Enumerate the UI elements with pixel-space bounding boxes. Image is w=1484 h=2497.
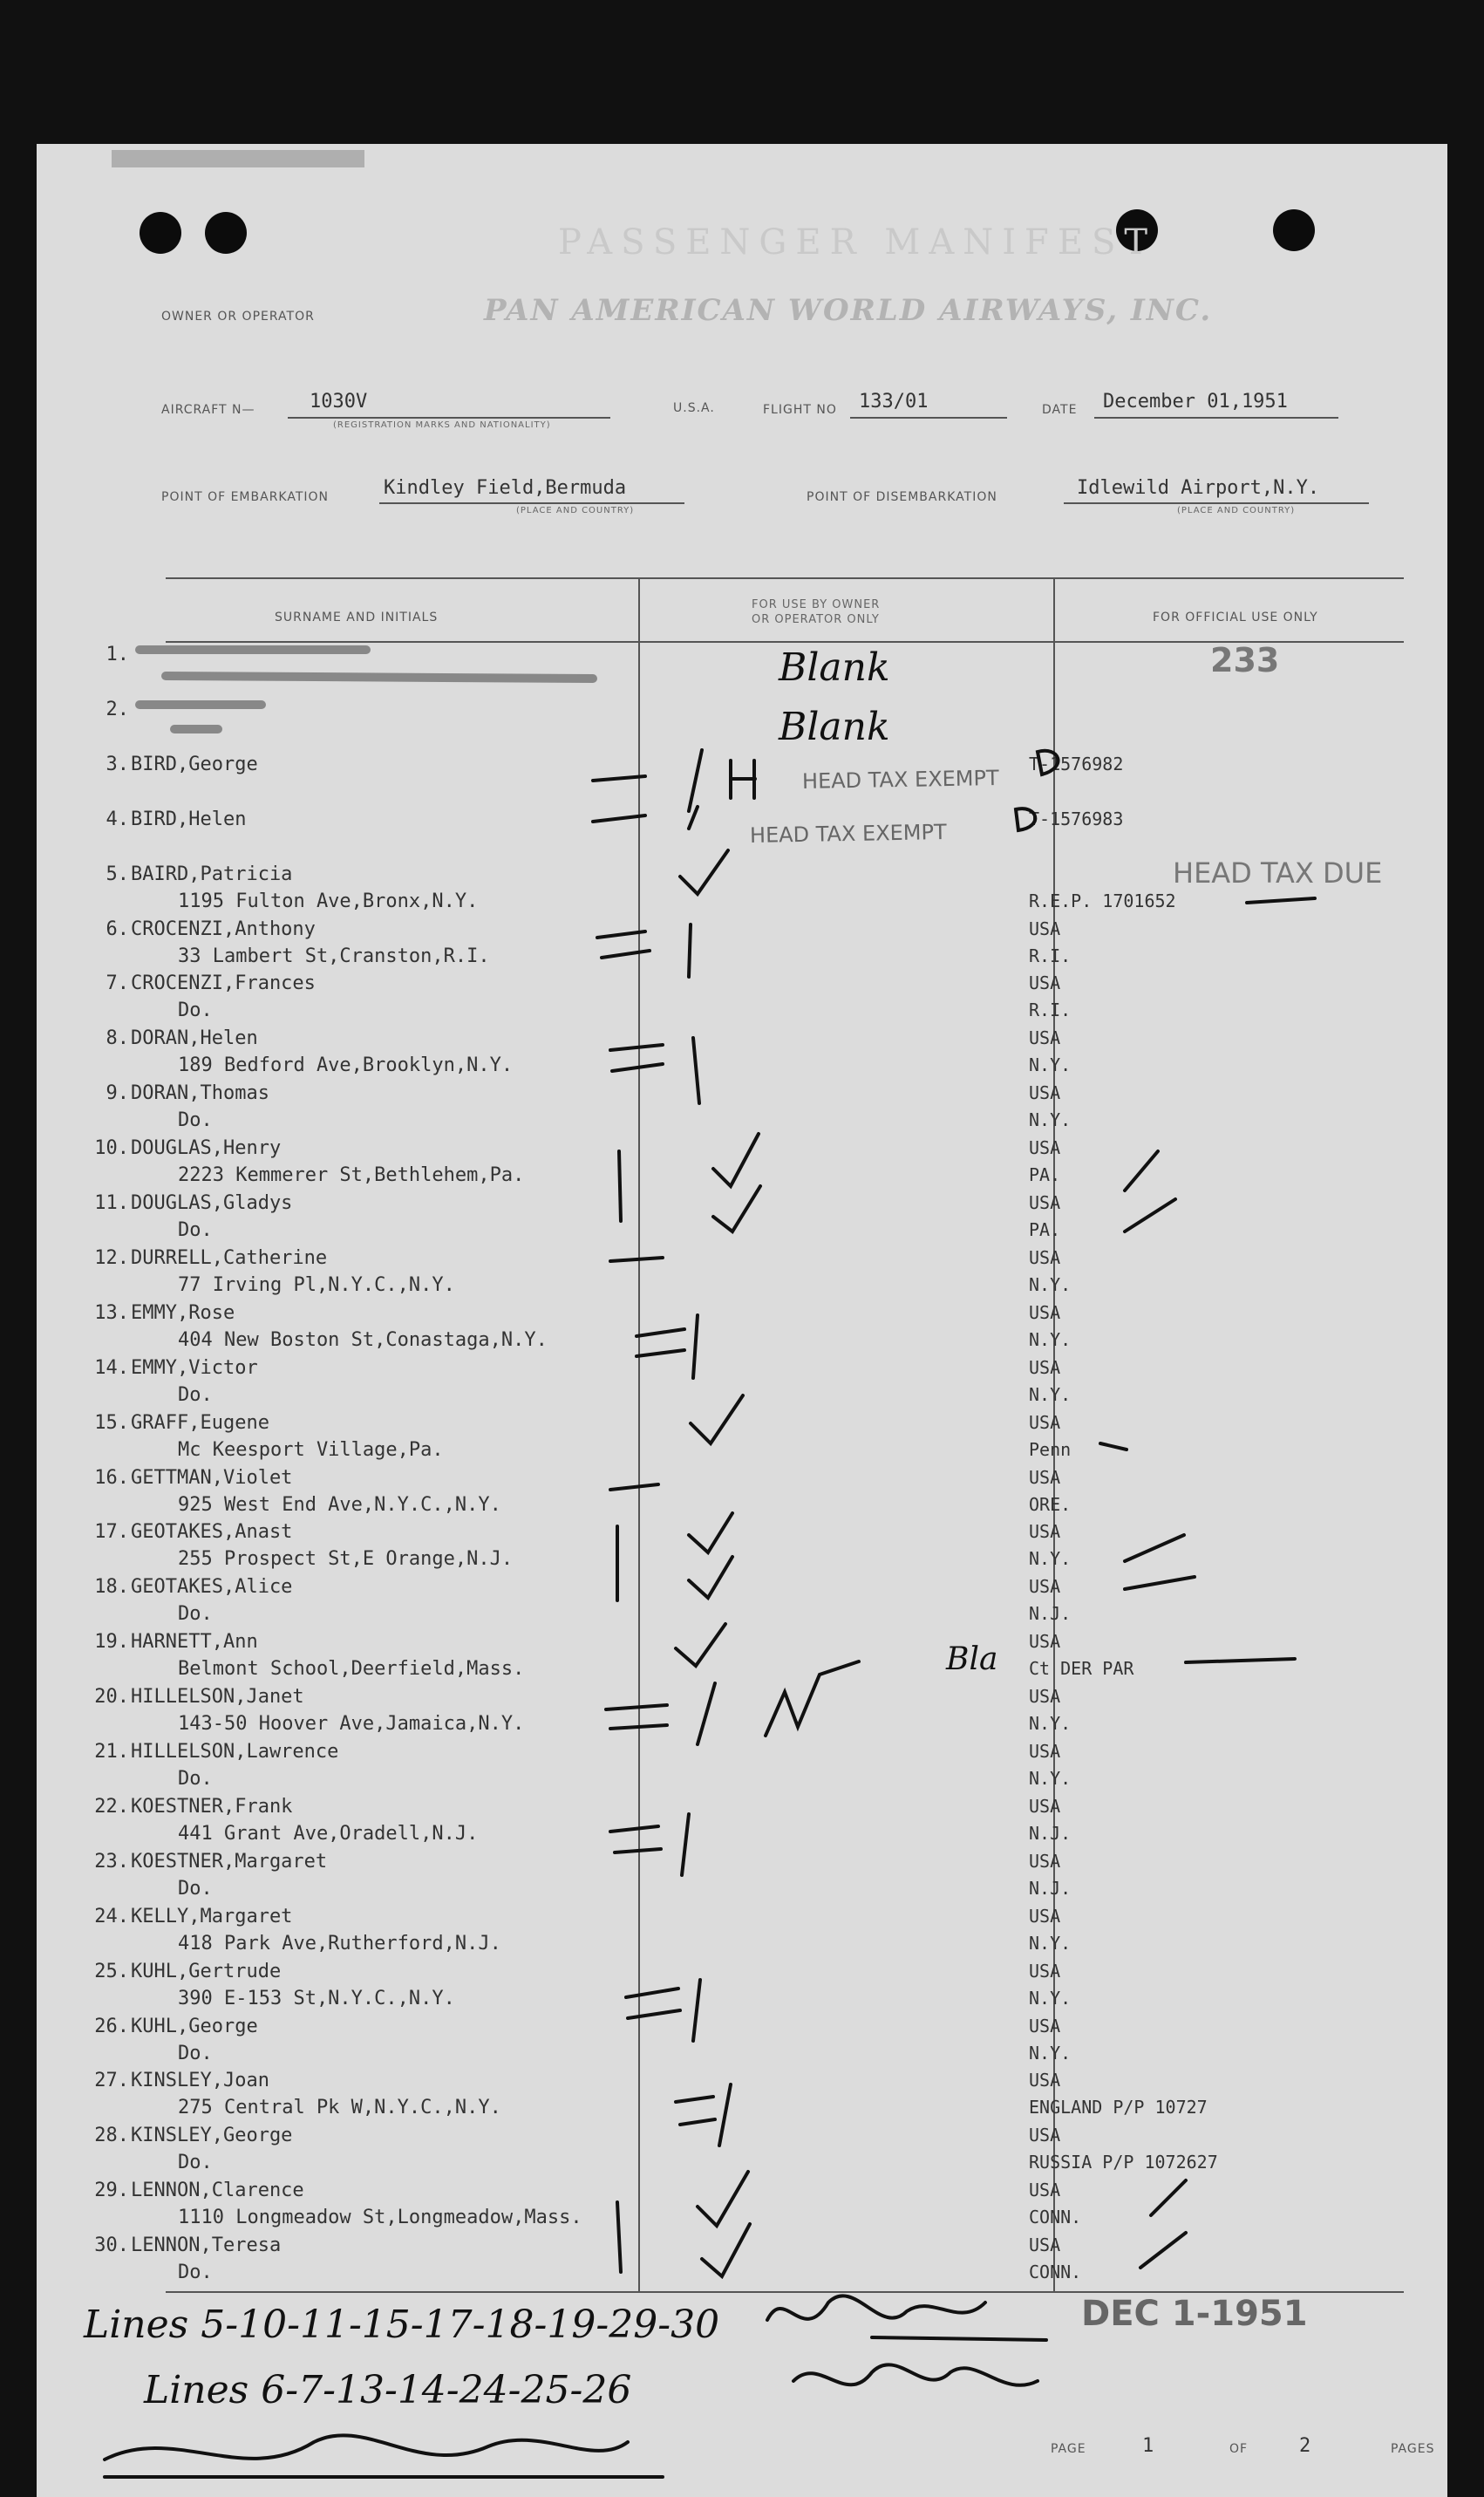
aircraft-label: AIRCRAFT N— bbox=[161, 403, 255, 417]
usa-label: U.S.A. bbox=[673, 401, 715, 415]
passenger-residence: RUSSIA P/P 1072627 bbox=[1029, 2152, 1218, 2173]
passenger-address: Do. bbox=[178, 999, 213, 1022]
passenger-name: GETTMAN,Violet bbox=[131, 1466, 293, 1489]
passenger-name: DORAN,Helen bbox=[131, 1027, 258, 1050]
passenger-address: Do. bbox=[178, 1877, 213, 1900]
row-number: 2. bbox=[106, 698, 129, 720]
passenger-address: 275 Central Pk W,N.Y.C.,N.Y. bbox=[178, 2097, 501, 2119]
passenger-nationality: T-1576982 bbox=[1029, 753, 1124, 774]
passenger-residence: PA. bbox=[1029, 1219, 1061, 1240]
passenger-nationality: USA bbox=[1029, 1631, 1061, 1653]
passenger-residence: N.Y. bbox=[1029, 1932, 1072, 1954]
passenger-nationality: USA bbox=[1029, 918, 1061, 939]
passenger-name: GEOTAKES,Alice bbox=[131, 1576, 293, 1599]
date-value: December 01,1951 bbox=[1103, 391, 1288, 413]
row-number: 21. bbox=[94, 1741, 129, 1763]
passenger-address: Do. bbox=[178, 2262, 213, 2284]
passenger-name: LENNON,Teresa bbox=[131, 2234, 282, 2257]
aircraft-sublabel: (REGISTRATION MARKS AND NATIONALITY) bbox=[333, 420, 551, 430]
tick-row-16 bbox=[610, 1484, 658, 1490]
passenger-nationality: USA bbox=[1029, 1356, 1061, 1378]
passenger-nationality: USA bbox=[1029, 2125, 1061, 2146]
passenger-residence: N.Y. bbox=[1029, 1328, 1072, 1350]
passenger-name: DORAN,Thomas bbox=[131, 1082, 269, 1105]
passenger-residence: CONN. bbox=[1029, 2262, 1082, 2283]
passenger-nationality: USA bbox=[1029, 1246, 1061, 1268]
official-tick-5 bbox=[1247, 898, 1315, 903]
passenger-residence: N.Y. bbox=[1029, 1768, 1072, 1789]
row-number: 4. bbox=[106, 808, 129, 830]
passenger-address: Do. bbox=[178, 2042, 213, 2064]
passenger-residence: N.Y. bbox=[1029, 1273, 1072, 1295]
passenger-nationality: USA bbox=[1029, 2234, 1061, 2256]
tick-row-12 bbox=[610, 1258, 663, 1261]
tick-row-22-23 bbox=[610, 1814, 689, 1875]
passenger-residence: R.I. bbox=[1029, 999, 1072, 1021]
row-number: 30. bbox=[94, 2234, 129, 2257]
tick-row-15 bbox=[691, 1395, 743, 1443]
disembark-sublabel: (PLACE AND COUNTRY) bbox=[1177, 506, 1296, 515]
official-count: 233 bbox=[1210, 641, 1280, 679]
passenger-residence: R.E.P. 1701652 bbox=[1029, 890, 1176, 911]
passenger-name: KOESTNER,Frank bbox=[131, 1795, 293, 1818]
passenger-name: DURRELL,Catherine bbox=[131, 1246, 328, 1269]
passenger-nationality: USA bbox=[1029, 1960, 1061, 1982]
row-number: 22. bbox=[94, 1795, 129, 1818]
official-tick-29-30 bbox=[1140, 2180, 1186, 2268]
passenger-nationality: USA bbox=[1029, 1137, 1061, 1159]
row-number: 24. bbox=[94, 1905, 129, 1927]
date-label: DATE bbox=[1042, 403, 1078, 417]
row-number: 13. bbox=[94, 1301, 129, 1324]
row-number: 19. bbox=[94, 1631, 129, 1654]
passenger-address: 77 Irving Pl,N.Y.C.,N.Y. bbox=[178, 1273, 455, 1296]
col2-header-line2: OR OPERATOR ONLY bbox=[752, 613, 880, 626]
passenger-nationality: USA bbox=[1029, 1850, 1061, 1872]
passenger-address: 2223 Kemmerer St,Bethlehem,Pa. bbox=[178, 1164, 525, 1187]
passenger-nationality: USA bbox=[1029, 1466, 1061, 1488]
passenger-address: Do. bbox=[178, 1109, 213, 1132]
tick-row-27-28 bbox=[676, 2084, 731, 2146]
passenger-nationality: USA bbox=[1029, 1082, 1061, 1104]
passenger-name: HILLELSON,Lawrence bbox=[131, 1741, 339, 1763]
of-label: OF bbox=[1229, 2442, 1249, 2456]
passenger-address: 441 Grant Ave,Oradell,N.J. bbox=[178, 1822, 479, 1845]
passenger-name: GEOTAKES,Anast bbox=[131, 1521, 293, 1544]
passenger-nationality: USA bbox=[1029, 1686, 1061, 1708]
official-tick-17-18 bbox=[1125, 1535, 1195, 1589]
passenger-address: 418 Park Ave,Rutherford,N.J. bbox=[178, 1932, 501, 1955]
passenger-nationality: USA bbox=[1029, 1576, 1061, 1598]
passenger-nationality: USA bbox=[1029, 1795, 1061, 1817]
row-number: 1. bbox=[106, 644, 129, 665]
passenger-name: GRAFF,Eugene bbox=[131, 1411, 269, 1434]
passenger-nationality: T-1576983 bbox=[1029, 808, 1124, 829]
row-number: 15. bbox=[94, 1411, 129, 1434]
passenger-address: 33 Lambert St,Cranston,R.I. bbox=[178, 945, 490, 967]
passenger-nationality: USA bbox=[1029, 2015, 1061, 2036]
passenger-residence: Penn bbox=[1029, 1438, 1072, 1460]
row-number: 3. bbox=[106, 753, 129, 775]
passenger-address: 390 E-153 St,N.Y.C.,N.Y. bbox=[178, 1987, 455, 2009]
of-number: 2 bbox=[1299, 2435, 1311, 2457]
flight-label: FLIGHT NO bbox=[763, 403, 837, 417]
passenger-residence: Ct DER PAR bbox=[1029, 1658, 1134, 1680]
passenger-address: 404 New Boston St,Conastaga,N.Y. bbox=[178, 1328, 548, 1351]
passenger-residence: N.J. bbox=[1029, 1603, 1072, 1625]
passenger-name: EMMY,Rose bbox=[131, 1301, 235, 1324]
row-number: 29. bbox=[94, 2180, 129, 2202]
passenger-name: LENNON,Clarence bbox=[131, 2180, 304, 2202]
passenger-residence: N.J. bbox=[1029, 1822, 1072, 1844]
passenger-residence: N.Y. bbox=[1029, 1987, 1072, 2009]
passenger-address: 1110 Longmeadow St,Longmeadow,Mass. bbox=[178, 2207, 582, 2229]
tick-row-10-11 bbox=[619, 1134, 760, 1231]
owner-label: OWNER OR OPERATOR bbox=[161, 310, 315, 324]
flight-value: 133/01 bbox=[859, 391, 929, 413]
passenger-nationality: USA bbox=[1029, 1741, 1061, 1762]
row-number: 16. bbox=[94, 1466, 129, 1489]
passenger-address: 255 Prospect St,E Orange,N.J. bbox=[178, 1548, 514, 1571]
tick-row-3 bbox=[593, 750, 755, 811]
passenger-address: Do. bbox=[178, 1768, 213, 1790]
passenger-address: 925 West End Ave,N.Y.C.,N.Y. bbox=[178, 1493, 501, 1516]
passenger-name: CROCENZI,Frances bbox=[131, 972, 316, 995]
row-number: 28. bbox=[94, 2125, 129, 2147]
redaction-row-1 bbox=[140, 650, 593, 679]
handwritten-blank-1: Blank bbox=[779, 645, 890, 690]
row-number: 10. bbox=[94, 1137, 129, 1160]
owner-value: PAN AMERICAN WORLD AIRWAYS, INC. bbox=[484, 293, 1213, 328]
passenger-name: BAIRD,Patricia bbox=[131, 863, 293, 885]
disembark-label: POINT OF DISEMBARKATION bbox=[807, 490, 997, 504]
row-number: 9. bbox=[106, 1082, 129, 1105]
passenger-name: HILLELSON,Janet bbox=[131, 1686, 304, 1709]
passenger-address: 1195 Fulton Ave,Bronx,N.Y. bbox=[178, 890, 479, 912]
row-number: 5. bbox=[106, 863, 129, 885]
passenger-residence: CONN. bbox=[1029, 2207, 1082, 2228]
passenger-nationality: USA bbox=[1029, 1905, 1061, 1927]
tick-row-17-18 bbox=[617, 1513, 732, 1600]
col3-header: FOR OFFICIAL USE ONLY bbox=[1153, 611, 1318, 624]
passenger-nationality: USA bbox=[1029, 1027, 1061, 1049]
embark-label: POINT OF EMBARKATION bbox=[161, 490, 330, 504]
passenger-address: Do. bbox=[178, 2152, 213, 2174]
embark-value: Kindley Field,Bermuda bbox=[384, 477, 627, 499]
passenger-address: 189 Bedford Ave,Brooklyn,N.Y. bbox=[178, 1054, 514, 1077]
passenger-address: Do. bbox=[178, 1383, 213, 1406]
passenger-name: KUHL,Gertrude bbox=[131, 1960, 282, 1982]
passenger-name: BIRD,Helen bbox=[131, 808, 247, 830]
passenger-name: CROCENZI,Anthony bbox=[131, 918, 316, 940]
col1-header: SURNAME AND INITIALS bbox=[275, 611, 439, 624]
official-tick-10-11 bbox=[1125, 1151, 1175, 1231]
tick-row-19 bbox=[676, 1624, 725, 1666]
passenger-residence: N.Y. bbox=[1029, 1383, 1072, 1405]
handwritten-summary-line-a: Lines 5-10-11-15-17-18-19-29-30 bbox=[84, 2303, 720, 2347]
page-number: 1 bbox=[1142, 2435, 1154, 2457]
head-tax-exempt-stamp-2: HEAD TAX EXEMPT bbox=[749, 820, 947, 848]
passenger-name: KELLY,Margaret bbox=[131, 1905, 293, 1927]
tick-row-29-30 bbox=[617, 2172, 750, 2276]
passenger-address: Belmont School,Deerfield,Mass. bbox=[178, 1658, 525, 1681]
row-number: 14. bbox=[94, 1356, 129, 1379]
tick-row-20-21 bbox=[606, 1661, 859, 1744]
passenger-nationality: USA bbox=[1029, 1521, 1061, 1543]
passenger-name: DOUGLAS,Henry bbox=[131, 1137, 282, 1160]
head-tax-exempt-stamp-1: HEAD TAX EXEMPT bbox=[801, 766, 999, 794]
passenger-nationality: USA bbox=[1029, 1192, 1061, 1213]
tick-row-4 bbox=[593, 807, 698, 829]
disembark-value: Idlewild Airport,N.Y. bbox=[1077, 477, 1320, 499]
signature-2 bbox=[793, 2364, 1038, 2384]
passenger-nationality: USA bbox=[1029, 2180, 1061, 2201]
passenger-nationality: USA bbox=[1029, 1301, 1061, 1323]
signature-1 bbox=[767, 2296, 1046, 2340]
pages-label: PAGES bbox=[1391, 2442, 1435, 2456]
row-number: 26. bbox=[94, 2015, 129, 2037]
passenger-name: HARNETT,Ann bbox=[131, 1631, 258, 1654]
row-number: 23. bbox=[94, 1850, 129, 1873]
date-received-stamp: DEC 1-1951 bbox=[1081, 2294, 1308, 2334]
row-number: 27. bbox=[94, 2070, 129, 2092]
redaction-row-2 bbox=[140, 705, 262, 729]
row-number: 8. bbox=[106, 1027, 129, 1050]
passenger-name: KINSLEY,George bbox=[131, 2125, 293, 2147]
tick-row-13-14 bbox=[636, 1315, 698, 1378]
row-number: 7. bbox=[106, 972, 129, 995]
passenger-residence: PA. bbox=[1029, 1164, 1061, 1186]
handwritten-blank-2: Blank bbox=[779, 705, 890, 749]
tick-row-8-9 bbox=[610, 1038, 699, 1103]
passenger-residence: N.Y. bbox=[1029, 1713, 1072, 1735]
official-tick-15 bbox=[1100, 1443, 1127, 1450]
annotation-d-2 bbox=[1016, 808, 1035, 830]
passenger-nationality: USA bbox=[1029, 2070, 1061, 2091]
passenger-address: 143-50 Hoover Ave,Jamaica,N.Y. bbox=[178, 1713, 525, 1736]
passenger-name: KINSLEY,Joan bbox=[131, 2070, 269, 2092]
tick-row-5 bbox=[680, 850, 728, 894]
passenger-residence: N.Y. bbox=[1029, 2042, 1072, 2064]
passenger-residence: ORE. bbox=[1029, 1493, 1072, 1515]
passenger-address: Mc Keesport Village,Pa. bbox=[178, 1438, 444, 1461]
passenger-residence: N.Y. bbox=[1029, 1054, 1072, 1076]
passenger-name: KOESTNER,Margaret bbox=[131, 1850, 328, 1873]
passenger-residence: N.Y. bbox=[1029, 1109, 1072, 1131]
handwritten-summary-line-b: Lines 6-7-13-14-24-25-26 bbox=[144, 2368, 632, 2412]
row-number: 25. bbox=[94, 1960, 129, 1982]
aircraft-value: 1030V bbox=[310, 391, 368, 413]
passenger-nationality: USA bbox=[1029, 1411, 1061, 1433]
form-title: PASSENGER MANIFEST bbox=[558, 222, 1157, 263]
passenger-address: Do. bbox=[178, 1219, 213, 1241]
passenger-nationality: USA bbox=[1029, 972, 1061, 994]
tick-row-6-7 bbox=[597, 924, 691, 977]
passenger-name: KUHL,George bbox=[131, 2015, 258, 2037]
row-number: 12. bbox=[94, 1246, 129, 1269]
page-label: PAGE bbox=[1051, 2442, 1086, 2456]
head-tax-due-stamp: HEAD TAX DUE bbox=[1173, 856, 1383, 890]
passenger-residence: N.Y. bbox=[1029, 1548, 1072, 1570]
official-tick-19 bbox=[1186, 1659, 1295, 1662]
row-number: 18. bbox=[94, 1576, 129, 1599]
row-number: 20. bbox=[94, 1686, 129, 1709]
annotation-d-1 bbox=[1038, 751, 1059, 774]
passenger-residence: R.I. bbox=[1029, 945, 1072, 966]
signature-3 bbox=[105, 2435, 663, 2477]
handwritten-note-bla: Bla bbox=[946, 1641, 998, 1677]
passenger-residence: ENGLAND P/P 10727 bbox=[1029, 2097, 1208, 2118]
passenger-name: EMMY,Victor bbox=[131, 1356, 258, 1379]
passenger-address: Do. bbox=[178, 1603, 213, 1626]
row-number: 17. bbox=[94, 1521, 129, 1544]
passenger-name: BIRD,George bbox=[131, 753, 258, 775]
row-number: 11. bbox=[94, 1192, 129, 1214]
col2-header-line1: FOR USE BY OWNER bbox=[752, 598, 881, 611]
row-number: 6. bbox=[106, 918, 129, 940]
tick-row-25-26 bbox=[626, 1980, 700, 2041]
embark-sublabel: (PLACE AND COUNTRY) bbox=[516, 506, 635, 515]
passenger-name: DOUGLAS,Gladys bbox=[131, 1192, 293, 1214]
passenger-residence: N.J. bbox=[1029, 1877, 1072, 1899]
